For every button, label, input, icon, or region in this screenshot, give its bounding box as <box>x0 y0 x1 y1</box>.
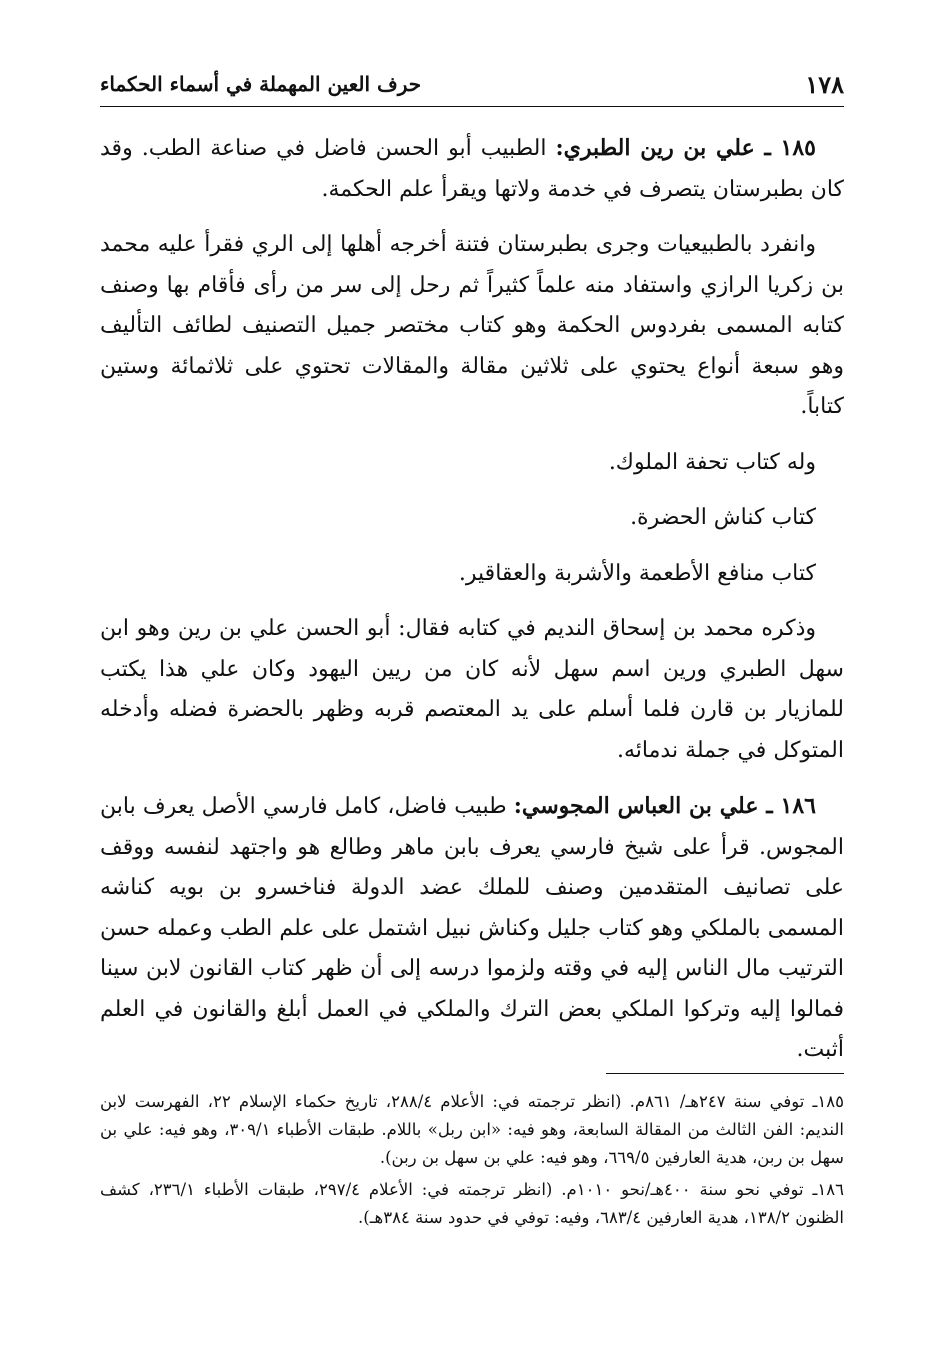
entry-185-paragraph-2: وانفرد بالطبيعيات وجرى بطبرستان فتنة أخرجه أهلها إلى الري فقرأ عليه محمد بن زكريا الرازي واستفاد منه علماً كثيراً ثم رحل إلى سر من رأى فأقام بها وصنف كتابه المسمى بفردوس الحكمة وهو كتاب مختصر جميل التصنيف لطائف التأليف وهو سبعة أنواع يحتوي على ثلاثين مقالة والمقالات تحتوي على ثلاثمائة وستين كتاباً. <box>100 232 844 419</box>
entry-185-intro-text: الطبيب أبو الحسن فاضل في صناعة الطب. وقد كان بطبرستان يتصرف في خدمة ولاتها ويقرأ علم الحكمة. <box>100 136 844 202</box>
footnote-separator <box>606 1073 844 1074</box>
footnotes <box>100 1088 844 1236</box>
entry-185-book-3: كتاب منافع الأطعمة والأشربة والعقاقير. <box>458 560 816 586</box>
page-number: ١٧٨ <box>805 69 844 99</box>
footnote-186: ١٨٦ـ توفي نحو سنة ٤٠٠هـ/نحو ١٠١٠م. (انظر ترجمته في: الأعلام ٢٩٧/٤، طبقات الأطباء ٢٣٦/١، كشف الظنون ١٣٨/٢، هدية العارفين ٦٨٣/٤، وفيه: توفي في حدود سنة ٣٨٤هـ). <box>100 1180 844 1227</box>
entry-186-intro <box>100 786 844 1071</box>
entry-186-heading: ١٨٦ ـ علي بن العباس المجوسي: <box>513 793 816 819</box>
entry-185-intro <box>100 128 844 210</box>
entry-185-book-1: وله كتاب تحفة الملوك. <box>608 449 816 475</box>
entry-185-book-2: كتاب كناش الحضرة. <box>630 505 816 530</box>
page-header <box>100 62 844 107</box>
main-text <box>100 128 844 1071</box>
running-title: حرف العين المهملة في أسماء الحكماء <box>100 72 422 96</box>
entry-185-paragraph-3: وذكره محمد بن إسحاق النديم في كتابه فقال: أبو الحسن علي بن رين وهو ابن سهل الطبري ورين اسم سهل لأنه كان من ريين اليهود وكان علي هذا يكتب للمازيار بن قارن فلما أسلم على يد المعتصم قربه وظهر بالحضرة فضله وأدخله المتوكل في جملة ندمائه. <box>100 616 844 763</box>
entry-185-heading: ١٨٥ ـ علي بن رين الطبري: <box>555 135 816 161</box>
footnote-185: ١٨٥ـ توفي سنة ٢٤٧هـ/ ٨٦١م. (انظر ترجمته في: الأعلام ٢٨٨/٤، تاريخ حكماء الإسلام ٢٢، الفهرست لابن النديم: الفن الثالث من المقالة السابعة، وهو فيه: «ابن ربل» باللام. طبقات الأطباء ٣٠٩/١، وهو فيه: علي بن سهل بن ربن، هدية العارفين ٦٦٩/٥، وهو فيه: علي بن سهل بن ربن). <box>100 1092 845 1167</box>
entry-186-intro-text: طبيب فاضل، كامل فارسي الأصل يعرف بابن المجوس. قرأ على شيخ فارسي يعرف بابن ماهر وطالع هو واجتهد لنفسه ووقف على تصانيف المتقدمين وصنف للملك عضد الدولة فناخسرو بن بويه كناشه المسمى بالملكي وهو كتاب جليل وكناش نبيل اشتمل على علم الطب وعمله حسن الترتيب مال الناس إليه في وقته ولزموا درسه إلى أن ظهر كتاب القانون لابن سينا فمالوا إليه وتركوا الملكي بعض الترك والملكي في العمل أبلغ والقانون في العلم أثبت. <box>100 794 844 1062</box>
